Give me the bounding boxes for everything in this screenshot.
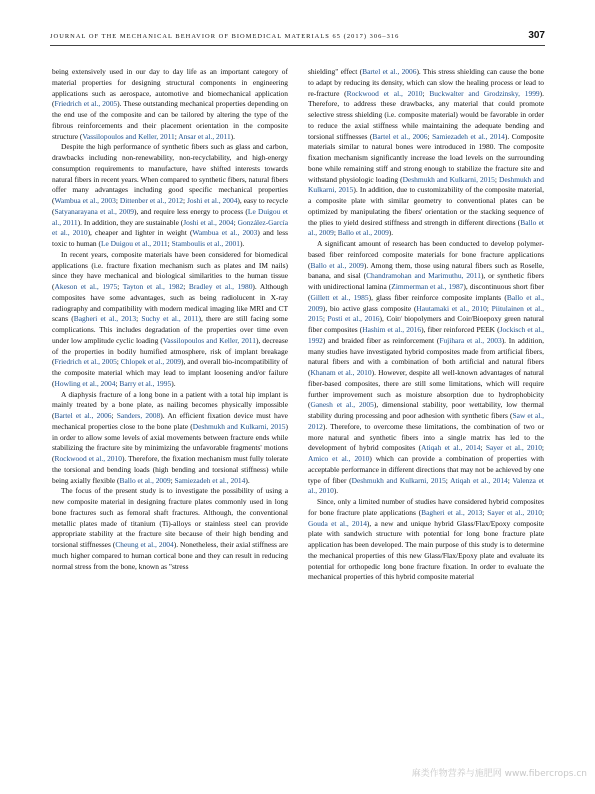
text-run: ), there are still facing some complications. This includes degradation of the properties over time even under low amplitude cyclic loading ( (52, 314, 288, 345)
citation-link[interactable]: Piitulainen et al., 2015 (308, 303, 544, 324)
text-run: ; (322, 314, 328, 324)
text-run: A significant amount of research has been conducted to develop polymer-based fiber reinforced composite materials for bone fracture applications ( (308, 239, 544, 270)
citation-link[interactable]: Samiezadeh et al., 2014 (174, 475, 246, 485)
citation-link[interactable]: Bartel et al., 2006 (54, 411, 112, 420)
text-run: ). (245, 475, 250, 485)
citation-link[interactable]: Satyanarayana et al., 2009 (54, 206, 135, 216)
citation-link[interactable]: Joshi et al., 2004 (183, 217, 234, 227)
citation-link[interactable]: Akeson et al., 1975 (54, 282, 118, 291)
text-run: In recent years, composite materials have been considered for biomedical applications (i.e. fracture fixation mechanism such as plates and IM nails) since they have mechanical and biological similarities to the human tissue ( (52, 249, 288, 291)
citation-link[interactable]: Deshmukh and Kulkarni, 2015 (351, 475, 446, 485)
text-run: ; (445, 475, 451, 485)
text-run: ). (239, 239, 245, 248)
body-paragraph (308, 67, 544, 239)
citation-link[interactable]: Valenza et al., 2010 (308, 475, 544, 496)
text-run: ), easy to recycle ( (52, 196, 288, 216)
text-run: ). Composite materials similar to natural bones were introduced in 1980. The composite fixation mechanism significantly increase the load levels on the surrounding bone while remaining stiff and strong enough to stabilize the fracture site and withstand physiologic loading ( (308, 131, 544, 184)
text-run: ) which can provide a combination of properties with acceptable performance in different directions that may not be achieved by one type of fiber ( (308, 454, 544, 485)
citation-link[interactable]: Friedrich et al., 2005 (54, 99, 118, 109)
text-run: ). Therefore, to overcome these limitations, the combination of two or more natural and synthetic fibers into a single matrix has led to the development of hybrid composites ( (308, 421, 544, 453)
text-run: ). Although composites have some advantages, such as being radiolucent in X-ray radiography and compatibility with modern medical imaging like MRI and CT scans ( (52, 282, 288, 324)
watermark: 麻类作物营养与施肥网 www.fibercrops.cn (411, 769, 587, 779)
text-run: ) and braided fiber as reinforcement ( (322, 335, 440, 345)
body-paragraph (308, 497, 544, 583)
citation-link[interactable]: Le Duigou et al., 2011 (52, 206, 288, 227)
citation-link[interactable]: Fujihara et al., 2003 (439, 335, 502, 345)
citation-link[interactable]: Sayer et al., 2010 (485, 443, 542, 453)
citation-link[interactable]: Hautamaki et al., 2010 (416, 303, 487, 313)
citation-link[interactable]: Saw et al., 2012 (308, 411, 544, 431)
text-run: ; (233, 217, 238, 227)
citation-link[interactable]: Chandramohan and Marimuthu, 2011 (366, 271, 481, 281)
citation-link[interactable]: Bradley et al., 1980 (188, 282, 253, 291)
text-run: ) in order to allow some levels of axial movements between fracture ends while stabilizing the fracture site by minimizing the unfavorable fragments' motions ( (52, 421, 288, 463)
citation-link[interactable]: Le Duigou et al., 2011 (100, 239, 168, 248)
citation-link[interactable]: Bagheri et al., 2013 (421, 507, 483, 517)
text-run: ; (115, 196, 120, 205)
citation-link[interactable]: Buckwalter and Grodzinsky, 1999 (429, 88, 540, 98)
citation-link[interactable]: González-García et al., 2010 (52, 217, 288, 238)
text-run: ). In addition, they are sustainable ( (77, 217, 184, 227)
page-number: 307 (528, 30, 545, 41)
citation-link[interactable]: Ballo et al., 2009 (310, 260, 364, 270)
text-run: ; (115, 378, 120, 388)
body-paragraph (52, 250, 288, 390)
citation-link[interactable]: Suchy et al., 2011 (141, 314, 199, 324)
text-run: ; (183, 196, 188, 205)
text-run: ). Nonetheless, their axial stiffness are much higher compared to human cortical bone and they can result in reducing normal stress from the bone, known as "stress (52, 540, 288, 571)
text-run: Despite the high performance of synthetic fibers such as glass and carbon, drawbacks including non-renewability, non-recyclability, and high-energy consumption requirements to manufacture, have shifted interests towards natural fibers in recent years. When compared to synthetic fibers, natural fibers offer many advantages including good specific mechanical properties ( (52, 142, 288, 205)
text-run: ; (333, 228, 338, 238)
journal-running-title: JOURNAL OF THE MECHANICAL BEHAVIOR OF BIOMEDICAL MATERIALS 65 (2017) 306–316 (50, 33, 400, 40)
text-run: ). In addition, many studies have investigated hybrid composites made from artificial fibers, natural fibers and with a combination of both artificial and natural fibers ( (308, 335, 544, 377)
right-column (308, 67, 544, 767)
citation-link[interactable]: Chlopek et al., 2009 (120, 357, 182, 367)
text-run: ; (167, 239, 172, 248)
header-rule (50, 45, 545, 46)
citation-link[interactable]: Hashim et al., 2016 (362, 325, 422, 334)
citation-link[interactable]: Ansar et al., 2011 (178, 131, 231, 141)
text-run: ), fiber reinforced PEEK ( (421, 325, 500, 334)
text-run: ; (117, 282, 123, 291)
text-run: ) and less toxic to human ( (52, 228, 288, 248)
text-run: ; (507, 475, 513, 485)
text-run: ; (494, 174, 499, 184)
citation-link[interactable]: Khanam et al., 2010 (310, 368, 372, 377)
text-run: ), glass fiber reinforce composite implants ( (368, 292, 507, 302)
text-run: ; (136, 314, 142, 324)
citation-link[interactable]: Samiezadeh et al., 2014 (432, 131, 505, 141)
citation-link[interactable]: Ballo et al., 2009 (119, 475, 171, 485)
body-paragraph (52, 486, 288, 572)
text-run: ), bio active glass composite ( (322, 303, 417, 313)
text-run: ). Therefore, to address these drawbacks, any material that could promote selective stress shielding (i.e. composite material) would be favorable in order to reduce the axial stiffness while maintaining the adequate bending and torsional stiffnesses ( (308, 88, 544, 141)
citation-link[interactable]: Ganesh et al., 2005 (310, 400, 374, 410)
citation-link[interactable]: Bartel et al., 2006 (372, 131, 428, 141)
text-run: ). (230, 131, 236, 141)
text-run: ). An efficient fixation device must have mechanical properties close to the bone plate ( (52, 411, 288, 431)
citation-link[interactable]: Vassilopoulos and Keller, 2011 (162, 335, 256, 345)
citation-link[interactable]: Posti et al., 2016 (327, 314, 380, 324)
text-run: ), discontinuous short fiber ( (308, 282, 544, 302)
text-run: being extensively used in our day to day life as an important category of material properties for designing structural components in engineering applications such as aerospace, automotive and biomechanical application ( (52, 67, 288, 109)
text-run: ; (422, 88, 430, 98)
citation-link[interactable]: Cheung et al., 2004 (115, 540, 174, 549)
text-run: ), dimensional stability, poor wettability, low thermal stability during processing and poor adhesion with synthetic fibers ( (308, 400, 544, 420)
text-run: ). (333, 486, 339, 496)
citation-link[interactable]: Howling et al., 2004 (54, 378, 116, 388)
text-run: ), and require less energy to process ( (134, 206, 248, 216)
citation-link[interactable]: Bagheri et al., 2013 (73, 314, 137, 324)
citation-link[interactable]: Sayer et al., 2010 (487, 507, 542, 517)
citation-link[interactable]: Ballo et al., 2009 (308, 217, 544, 238)
body-paragraph (52, 390, 288, 487)
text-run: ). However, despite all well-known advantages of natural fiber-based composites, there are still some limitations, which will require further improvement such as moisture absorption due to hydrophobicity ( (308, 368, 544, 410)
text-run: ; (170, 475, 175, 485)
text-run: ; (111, 411, 117, 420)
text-run: ; (541, 443, 544, 453)
text-run: ). In addition, due to customizability of the composite material, a composite plate with similar geometry to conventional plates can be optimized by manipulating the fibers' orientation or the stacking sequence of the plies to yield desired stiffness and strength in different directions ( (308, 185, 544, 227)
text-run: A diaphysis fracture of a long bone in a patient with a total hip implant is mainly treated by a bone plate, as nailing becomes physically impossible ( (52, 389, 288, 420)
citation-link[interactable]: Zimmerman et al., 1987 (391, 282, 464, 291)
citation-link[interactable]: Gillett et al., 1985 (310, 292, 369, 302)
citation-link[interactable]: Deshmukh and Kulkarni, 2015 (308, 174, 544, 195)
text-run: ). Therefore, the fixation mechanism must fully tolerate the torsional and bending loads (high bending and torsional stiffness) while being axially flexible ( (52, 454, 288, 485)
text-run: ; (480, 443, 486, 453)
citation-link[interactable]: Ballo et al., 2009 (337, 228, 389, 238)
citation-link[interactable]: Vassilopoulos and Keller, 2011 (82, 131, 175, 141)
body-paragraph (52, 142, 288, 250)
text-run: ), decrease of the properties in bodily humified atmosphere, risk of implant breakage ( (52, 335, 288, 367)
citation-link[interactable]: Deshmukh and Kulkarni, 2015 (402, 174, 495, 184)
left-column (52, 67, 288, 767)
citation-link[interactable]: Jockisch et al., 1992 (308, 325, 544, 345)
citation-link[interactable]: Ballo et al., 2009 (308, 292, 544, 313)
citation-link[interactable]: Rockwood et al., 2010 (346, 88, 423, 98)
text-run: ). These outstanding mechanical properties depending on the end use of the composite and can be tailored by altering the type of the fibrous reinforcements and their placement orientation in the composite structure ( (52, 99, 288, 141)
citation-link[interactable]: Rockwood et al., 2010 (54, 454, 122, 463)
text-run: ), and overall bio-incompatibility of the composite material which may lead to implant loosening and/or failure ( (52, 357, 288, 388)
text-run: shielding" effect ( (308, 67, 363, 76)
text-run: ), cheaper and lighter in weight ( (87, 228, 193, 238)
text-run: ; (486, 303, 492, 313)
text-run: ; (482, 507, 488, 517)
text-run: ; (116, 357, 121, 367)
text-run: ), Coir/ biopolymers and Coir/Bioepoxy green natural fiber composites ( (308, 314, 544, 334)
text-run: The focus of the present study is to investigate the possibility of using a new composite material in designing fracture plates commonly used in long bone fractures such as femoral shaft fractures. Although, the conventional metallic plates made of titanium (Ti)-alloys or stainless steel can provide appropriate stability at the fracture site because of their high bending and torsional stiffnesses ( (52, 486, 288, 549)
citation-link[interactable]: Tayton et al., 1982 (122, 282, 184, 291)
text-run: ; (183, 282, 189, 291)
text-run: ; (174, 131, 179, 141)
citation-link[interactable]: Amico et al., 2010 (308, 454, 370, 463)
text-run: ). (171, 378, 176, 388)
text-run: ; (541, 507, 544, 517)
citation-link[interactable]: Wambua et al., 2003 (192, 228, 258, 238)
citation-link[interactable]: Stamboulis et al., 2001 (171, 239, 240, 248)
running-header (50, 26, 545, 48)
text-run: Since, only a limited number of studies have considered hybrid composites for bone fracture plate applications ( (308, 497, 544, 517)
citation-link[interactable]: Bartel et al., 2006 (362, 67, 417, 76)
citation-link[interactable]: Wambua et al., 2003 (54, 196, 116, 205)
body-paragraph (308, 239, 544, 497)
text-run: ). Among them, those using natural fibers such as Roselle, banana, and sisal ( (308, 260, 544, 281)
citation-link[interactable]: Atiqah et al., 2014 (421, 443, 481, 453)
citation-link[interactable]: Barry et al., 1995 (119, 378, 172, 388)
citation-link[interactable]: Deshmukh and Kulkarni, 2015 (192, 421, 286, 431)
citation-link[interactable]: Dittenber et al., 2012 (119, 196, 184, 205)
citation-link[interactable]: Sanders, 2008 (116, 411, 161, 420)
text-run: ). (388, 228, 394, 238)
text-run: ), a new and unique hybrid Glass/Flax/Epoxy composite plate with sandwich structure with potential for long bone fracture plate application has been developed. The main purpose of this study is to determine the mechanical properties of this new Glass/Flax/Epoxy plate and evaluate its potential for orthopedic long bone fracture fixation. In order to evaluate the mechanical properties of this hybrid composite material (308, 518, 544, 582)
text-run: ). This stress shielding can cause the bone to adapt by reducing its density, which can slow the healing process or lead to re-fracture ( (308, 67, 544, 98)
citation-link[interactable]: Gouda et al., 2014 (308, 518, 367, 528)
body-paragraph (52, 67, 288, 142)
citation-link[interactable]: Friedrich et al., 2005 (54, 357, 117, 367)
citation-link[interactable]: Joshi et al., 2004 (187, 196, 238, 205)
citation-link[interactable]: Atiqah et al., 2014 (450, 475, 508, 485)
text-run: ; (427, 131, 433, 141)
text-run: ), or synthetic fibers with unidirectional lamina ( (308, 271, 544, 291)
